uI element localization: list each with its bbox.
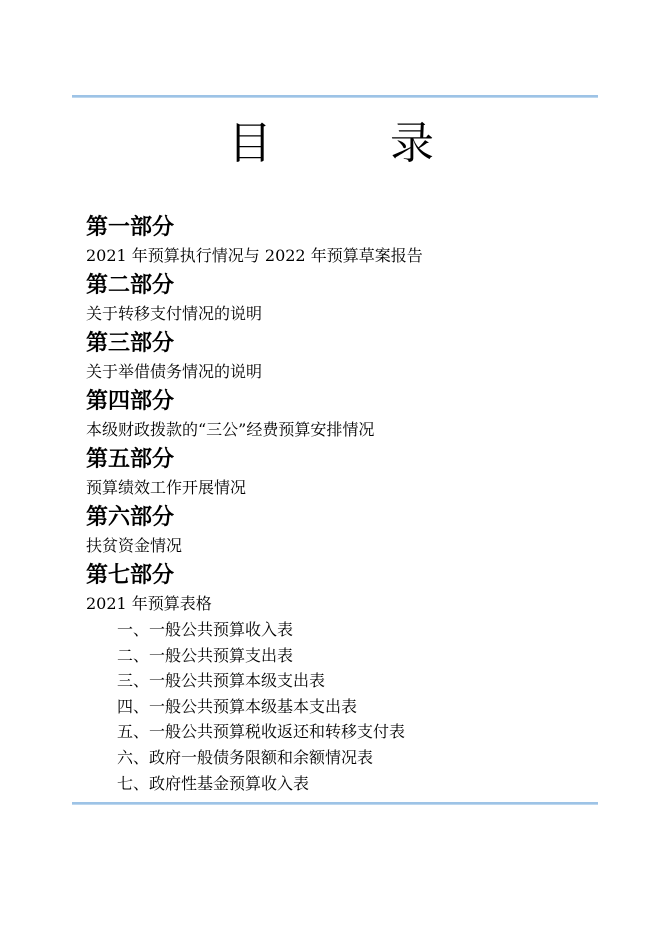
part-description[interactable]: 扶贫资金情况 (86, 536, 183, 555)
list-item-table-3[interactable]: 三、一般公共预算本级支出表 (117, 671, 326, 691)
list-item-table-4[interactable]: 四、一般公共预算本级基本支出表 (117, 696, 358, 716)
part-heading: 第六部分 (86, 505, 175, 530)
table-of-contents (86, 211, 606, 796)
budget-table-list (86, 617, 606, 796)
part-heading: 第七部分 (86, 563, 175, 588)
toc-part-2 (86, 269, 606, 327)
toc-part-6 (86, 501, 606, 559)
part-description[interactable]: 本级财政拨款的“三公”经费预算安排情况 (86, 420, 375, 439)
list-item-table-1[interactable]: 一、一般公共预算收入表 (117, 620, 294, 639)
title-char-1: 目 (228, 118, 272, 169)
bottom-divider (72, 802, 598, 805)
part-description[interactable]: 2021 年预算执行情况与 2022 年预算草案报告 (86, 246, 423, 265)
toc-part-5 (86, 443, 606, 501)
list-item-table-6[interactable]: 六、政府一般债务限额和余额情况表 (117, 747, 374, 767)
part-heading: 第一部分 (86, 215, 175, 240)
part-description[interactable]: 关于转移支付情况的说明 (86, 304, 263, 323)
top-divider (72, 95, 598, 98)
toc-part-3 (86, 327, 606, 385)
part-heading: 第二部分 (86, 273, 175, 298)
list-item-table-7[interactable]: 七、政府性基金预算收入表 (117, 773, 310, 793)
part-description[interactable]: 关于举借债务情况的说明 (86, 362, 263, 381)
toc-part-1 (86, 211, 606, 269)
page-title (0, 118, 662, 170)
toc-part-7 (86, 559, 606, 617)
title-char-2: 录 (390, 118, 434, 169)
part-heading: 第三部分 (86, 331, 175, 356)
part-description[interactable]: 2021 年预算表格 (86, 594, 212, 613)
list-item-table-5[interactable]: 五、一般公共预算税收返还和转移支付表 (117, 722, 406, 742)
part-heading: 第四部分 (86, 389, 175, 414)
part-description[interactable]: 预算绩效工作开展情况 (86, 478, 247, 497)
part-heading: 第五部分 (86, 447, 175, 472)
toc-part-4 (86, 385, 606, 443)
list-item-table-2[interactable]: 二、一般公共预算支出表 (117, 645, 294, 665)
